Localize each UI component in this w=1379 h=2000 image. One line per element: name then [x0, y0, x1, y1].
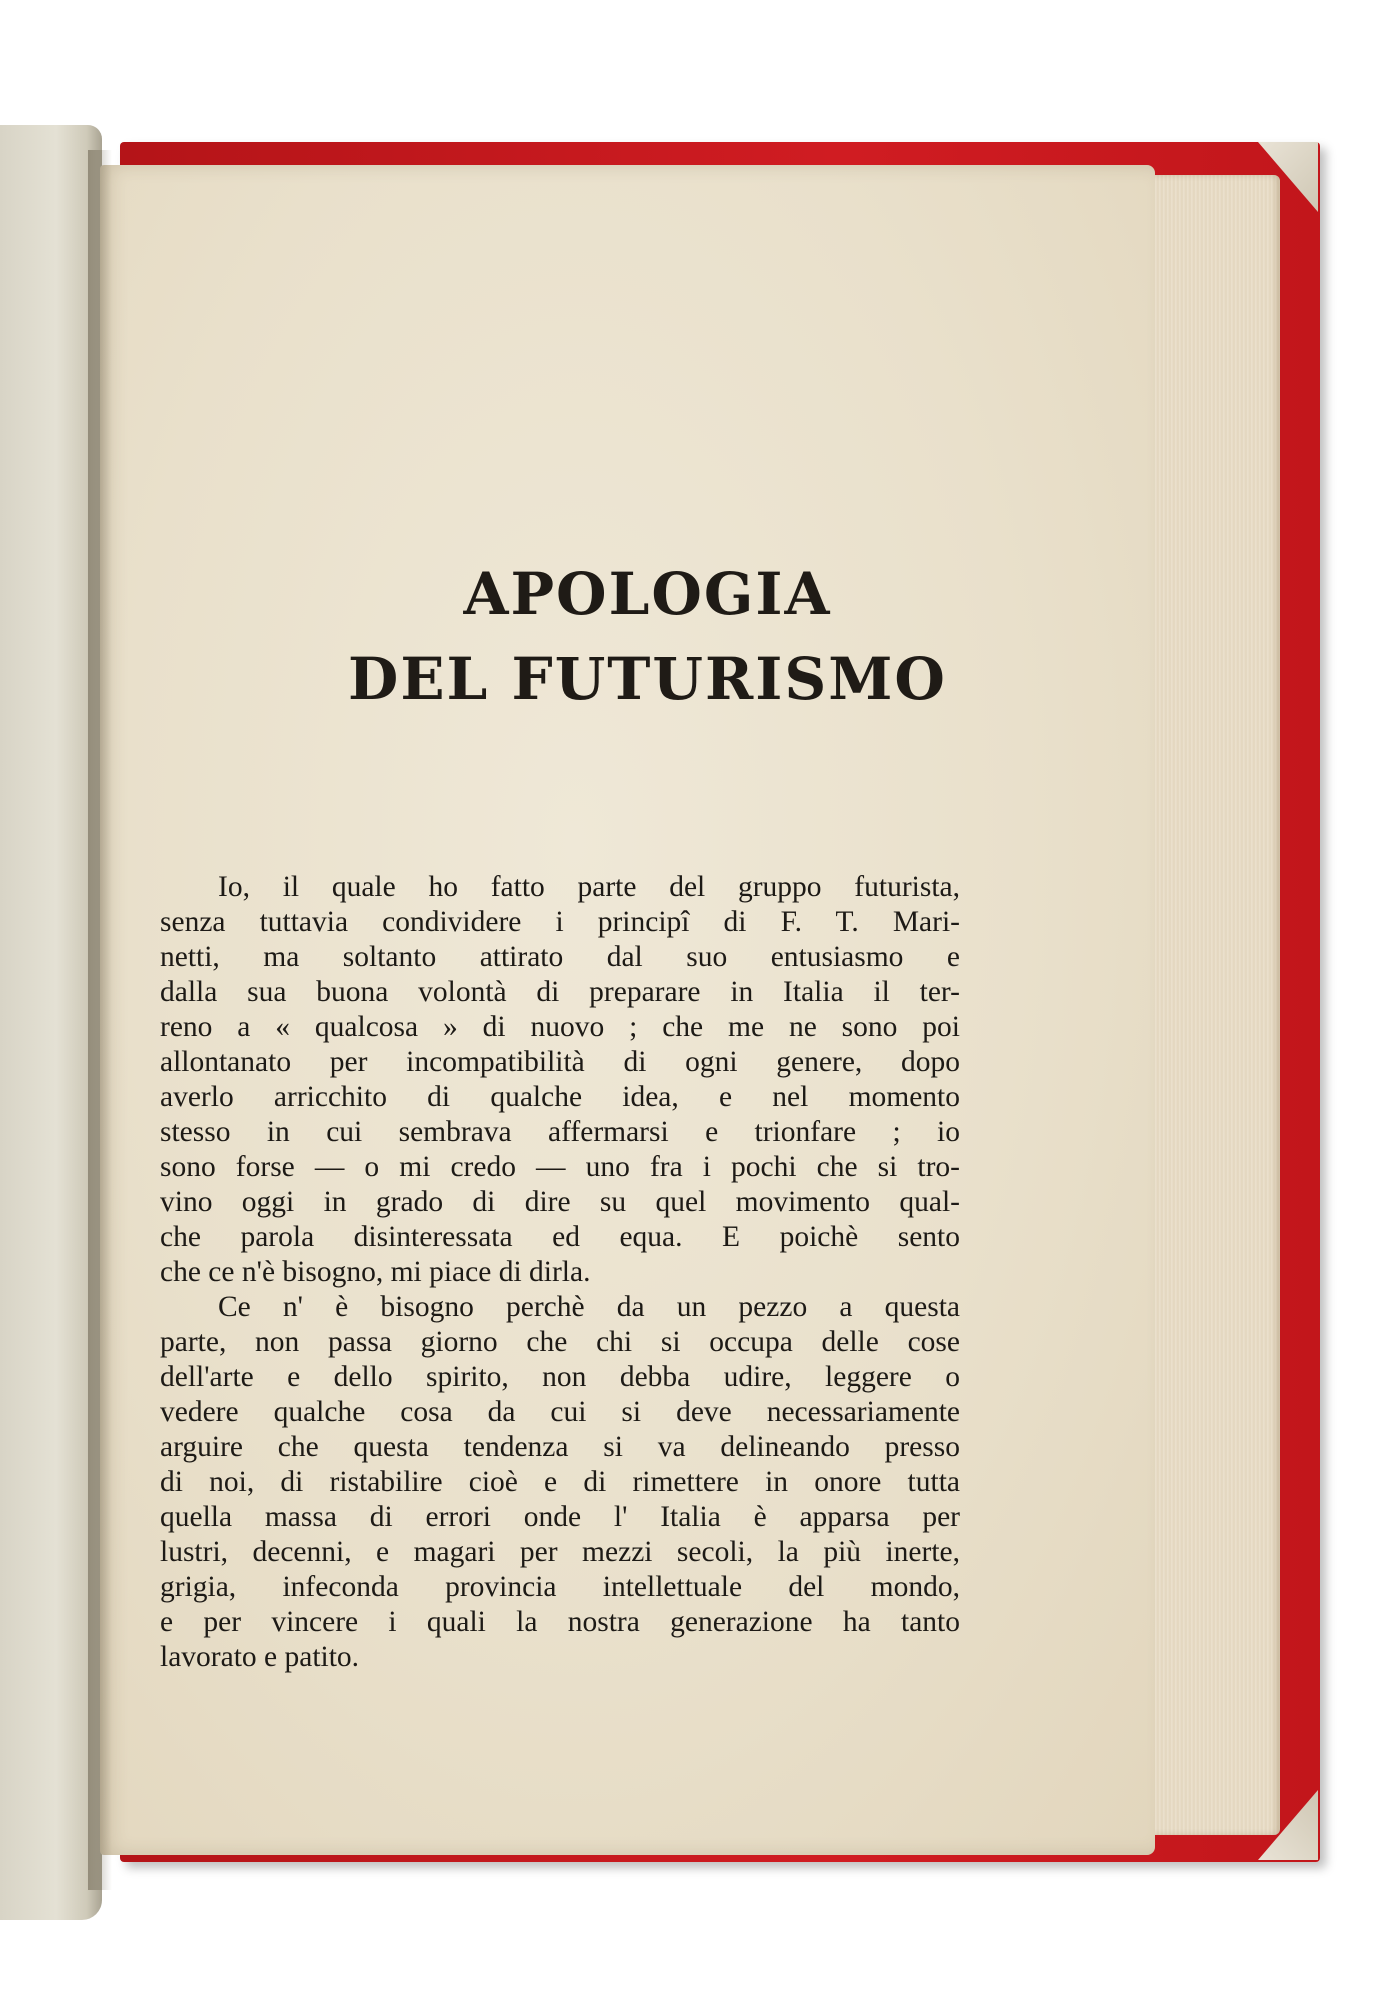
text-line: averlo arricchito di qualche idea, e nel momento — [160, 1081, 960, 1113]
text-line: quella massa di errori onde l' Italia è apparsa per — [160, 1501, 960, 1533]
text-line: grigia, infeconda provincia intellettuale del mondo, — [160, 1571, 960, 1603]
text-line: Ce n' è bisogno perchè da un pezzo a questa — [218, 1291, 960, 1323]
text-line: e per vincere i quali la nostra generazione ha tanto — [160, 1606, 960, 1638]
text-line: di noi, di ristabilire cioè e di rimettere in onore tutta — [160, 1466, 960, 1498]
left-facing-page — [0, 125, 102, 1920]
page-block-edges — [1140, 175, 1280, 1835]
book-page — [100, 165, 1155, 1855]
text-line: stesso in cui sembrava affermarsi e trionfare ; io — [160, 1116, 960, 1148]
text-line: reno a « qualcosa » di nuovo ; che me ne sono poi — [160, 1011, 960, 1043]
text-line: Io, il quale ho fatto parte del gruppo futurista, — [218, 871, 960, 903]
text-line: lavorato e patito. — [160, 1641, 360, 1673]
text-line: sono forse — o mi credo — uno fra i pochi che si tro- — [160, 1151, 960, 1183]
text-line: dell'arte e dello spirito, non debba udire, leggere o — [160, 1361, 960, 1393]
text-line: lustri, decenni, e magari per mezzi secoli, la più inerte, — [160, 1536, 960, 1568]
text-line: allontanato per incompatibilità di ogni genere, dopo — [160, 1046, 960, 1078]
text-line: senza tuttavia condividere i principî di F. T. Mari- — [160, 906, 960, 938]
body-text — [160, 870, 960, 1675]
text-line: arguire che questa tendenza si va delineando presso — [160, 1431, 960, 1463]
chapter-title-line2: DEL FUTURISMO — [348, 645, 947, 713]
text-line: che ce n'è bisogno, mi piace di dirla. — [160, 1256, 591, 1288]
text-line: che parola disinteressata ed equa. E poichè sento — [160, 1221, 960, 1253]
text-line: vedere qualche cosa da cui si deve necessariamente — [160, 1396, 960, 1428]
gutter-shadow — [88, 150, 112, 1890]
text-line: netti, ma soltanto attirato dal suo entusiasmo e — [160, 941, 960, 973]
text-line: vino oggi in grado di dire su quel movimento qual- — [160, 1186, 960, 1218]
text-line: parte, non passa giorno che chi si occupa delle cose — [160, 1326, 960, 1358]
chapter-title-line1: APOLOGIA — [463, 560, 832, 628]
text-line: dalla sua buona volontà di preparare in Italia il ter- — [160, 976, 960, 1008]
